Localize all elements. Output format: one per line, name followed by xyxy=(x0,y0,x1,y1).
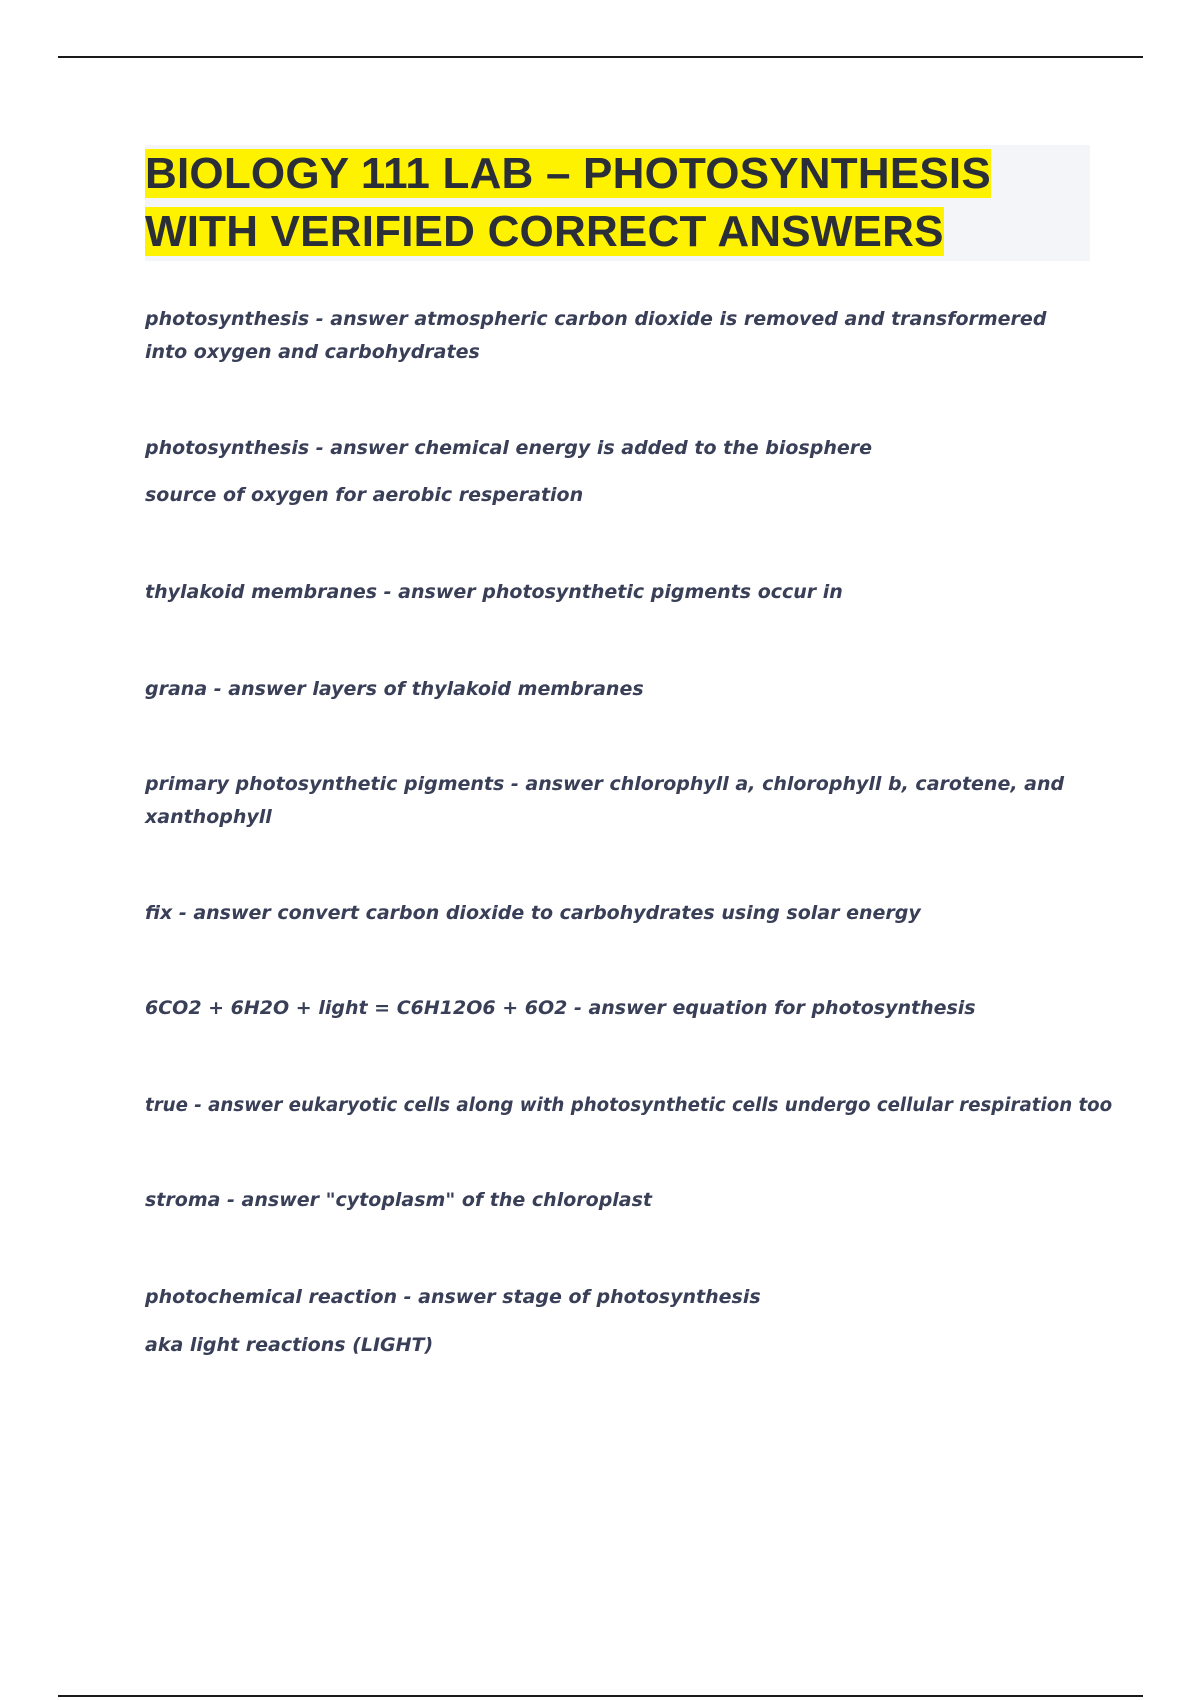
qa-entry-6: fix - answer convert carbon dioxide to carbohydrates using solar energy xyxy=(145,902,921,924)
qa-entry-1: photosynthesis - answer atmospheric carbon dioxide is removed and transformered into oxygen and carbohydrates xyxy=(145,308,1047,363)
title-line-1: BIOLOGY 111 LAB – PHOTOSYNTHESIS xyxy=(145,149,991,198)
title-block xyxy=(145,145,1090,261)
qa-entry-4: grana - answer layers of thylakoid membranes xyxy=(145,678,644,700)
qa-entry-7: 6CO2 + 6H2O + light = C6H12O6 + 6O2 - answer equation for photosynthesis xyxy=(145,997,976,1019)
qa-entry-9: stroma - answer "cytoplasm" of the chloroplast xyxy=(145,1189,653,1211)
qa-entry-2-continued: source of oxygen for aerobic resperation xyxy=(145,484,584,506)
qa-entry-10-continued: aka light reactions (LIGHT) xyxy=(145,1334,434,1356)
qa-entry-8: true - answer eukaryotic cells along with photosynthetic cells undergo cellular respiration too xyxy=(145,1095,1113,1116)
qa-entry-10: photochemical reaction - answer stage of photosynthesis xyxy=(145,1286,761,1308)
top-rule xyxy=(58,56,1143,58)
title-line-2: WITH VERIFIED CORRECT ANSWERS xyxy=(145,207,944,256)
bottom-rule xyxy=(58,1695,1143,1697)
qa-entry-2: photosynthesis - answer chemical energy is added to the biosphere xyxy=(145,437,872,459)
qa-entry-5: primary photosynthetic pigments - answer chlorophyll a, chlorophyll b, carotene, and xanthophyll xyxy=(145,773,1065,828)
qa-entry-3: thylakoid membranes - answer photosynthetic pigments occur in xyxy=(145,581,843,603)
page-title xyxy=(145,145,1090,261)
